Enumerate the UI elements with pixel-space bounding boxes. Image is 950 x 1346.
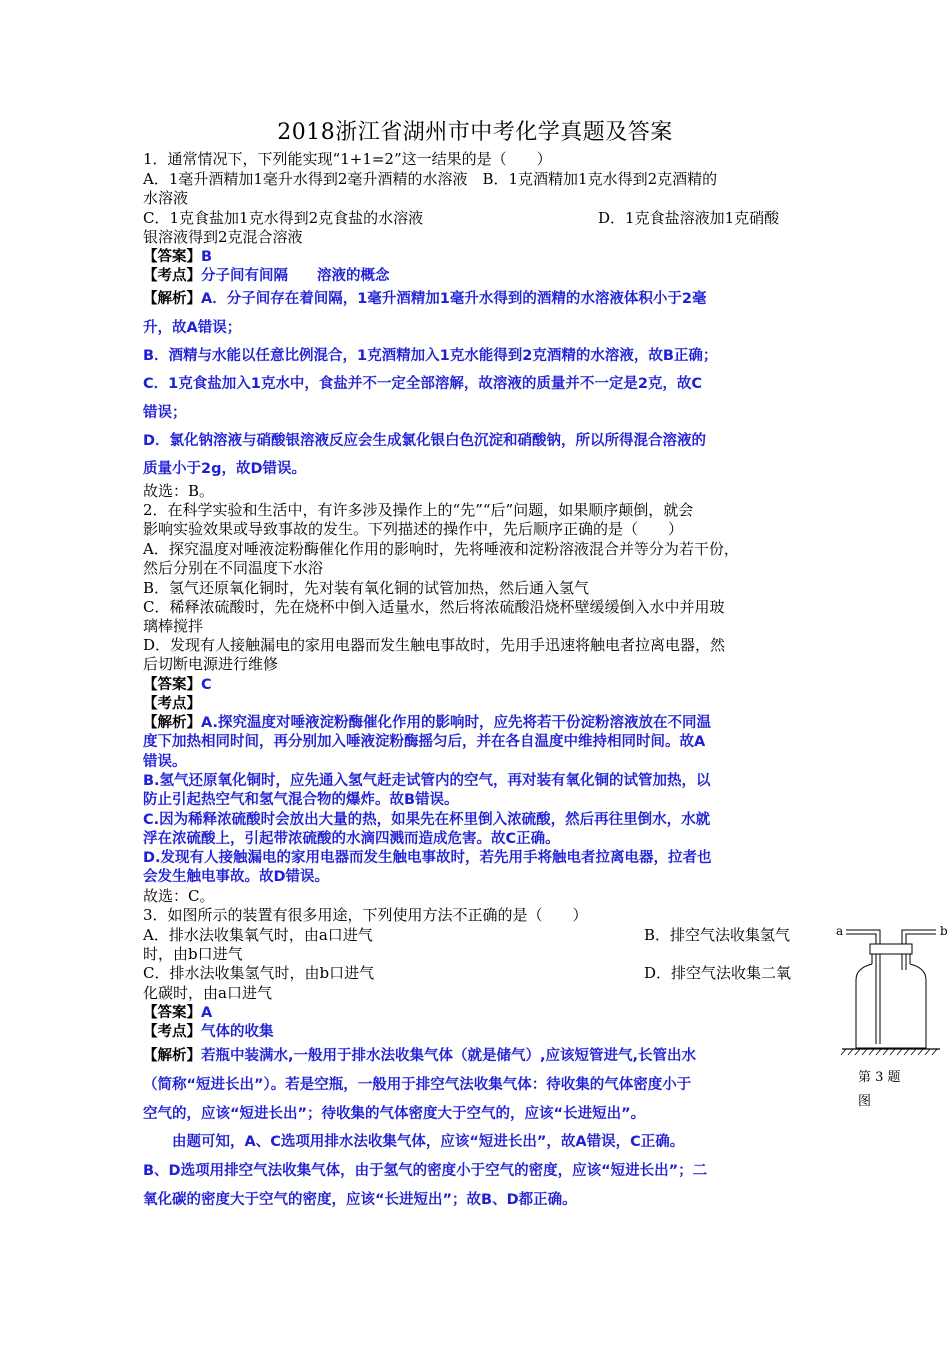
analysis-text: C.因为稀释浓硫酸时会放出大量的热，如果先在杯里倒入浓硫酸，然后再往里倒水，水就 xyxy=(143,812,711,828)
q3-option-b: B．排空气法收集氢气 xyxy=(644,926,791,944)
answer-tag: 【答案】 xyxy=(143,1005,201,1021)
analysis-text: B.氢气还原氧化铜时，应先通入氢气赶走试管内的空气，再对装有氧化铜的试管加热，以 xyxy=(143,773,711,789)
q2-answer xyxy=(143,675,212,695)
q3-analysis-4 xyxy=(143,1132,684,1152)
label-b: b xyxy=(940,924,948,938)
gas-bottle-figure xyxy=(832,918,950,1066)
q1-option-d: D．1克食盐溶液加1克硝酸 xyxy=(598,209,780,227)
q3-option-c: C．排水法收集氢气时，由b口进气 xyxy=(143,964,375,982)
q1-stem: 1．通常情况下，下列能实现“1+1=2”这一结果的是（ ） xyxy=(143,150,552,168)
q2-option-c-2: 璃棒搅拌 xyxy=(143,617,204,635)
analysis-text: D．氯化钠溶液与硝酸银溶液反应会生成氯化银白色沉淀和硝酸钠，所以所得混合溶液的 xyxy=(143,433,707,449)
q2-analysis-7 xyxy=(143,829,560,849)
q2-analysis-3 xyxy=(143,752,187,772)
q2-stem-1: 2．在科学实验和生活中，有许多涉及操作上的“先”“后”问题，如果顺序颠倒，就会 xyxy=(143,501,694,519)
q1-choice: 故选：B。 xyxy=(143,482,215,500)
analysis-text: 错误。 xyxy=(143,754,187,770)
answer-tag: 【答案】 xyxy=(143,249,201,265)
analysis-tag: 【解析】 xyxy=(143,715,201,731)
analysis-tag: 【解析】 xyxy=(143,1048,201,1064)
q1-kaodian xyxy=(143,266,390,286)
q2-choice: 故选：C。 xyxy=(143,887,215,905)
q2-option-b: B．氢气还原氧化铜时，先对装有氧化铜的试管加热，然后通入氢气 xyxy=(143,579,590,597)
analysis-text: 防止引起热空气和氢气混合物的爆炸。故B错误。 xyxy=(143,792,459,808)
kaodian-tag: 【考点】 xyxy=(143,268,201,284)
analysis-text: B．酒精与水能以任意比例混合，1克酒精加入1克水能得到2克酒精的水溶液，故B正确； xyxy=(143,348,718,364)
q1-analysis-4 xyxy=(143,374,702,394)
q3-option-d-cont: 化碳时，由a口进气 xyxy=(143,984,272,1002)
answer-value: B xyxy=(201,249,213,265)
kaodian-text: 分子间有间隔 溶液的概念 xyxy=(201,268,390,284)
q2-option-a-2: 然后分别在不同温度下水浴 xyxy=(143,559,324,577)
analysis-text: A.探究温度对唾液淀粉酶催化作用的影响时，应先将若干份淀粉溶液放在不同温 xyxy=(201,715,711,731)
q1-analysis-2 xyxy=(143,318,241,338)
kaodian-text: 气体的收集 xyxy=(201,1024,274,1040)
analysis-text: 由题可知，A、C选项用排水法收集气体，应该“短进长出”，故A错误，C正确。 xyxy=(143,1134,685,1150)
q2-stem-2: 影响实验效果或导致事故的发生。下列描述的操作中，先后顺序正确的是（ ） xyxy=(143,520,684,538)
answer-tag: 【答案】 xyxy=(143,677,201,693)
q3-option-b-cont: 时，由b口进气 xyxy=(143,945,243,963)
q1-option-a-b: A．1毫升酒精加1毫升水得到2毫升酒精的水溶液 B．1克酒精加1克水得到2克酒精的 xyxy=(143,170,718,188)
q1-analysis-3 xyxy=(143,346,717,366)
analysis-text: 质量小于2g，故D错误。 xyxy=(143,461,307,477)
analysis-text: 若瓶中装满水,一般用于排水法收集气体（就是储气）,应该短管进气,长管出水 xyxy=(201,1048,697,1064)
q3-analysis-1 xyxy=(143,1046,696,1066)
q3-stem: 3．如图所示的装置有很多用途，下列使用方法不正确的是（ ） xyxy=(143,906,588,924)
q2-analysis-4 xyxy=(143,771,711,791)
q1-analysis-5 xyxy=(143,403,187,423)
q2-analysis-2 xyxy=(143,732,705,752)
q2-option-a-1: A．探究温度对唾液淀粉酶催化作用的影响时，先将唾液和淀粉溶液混合并等分为若干份， xyxy=(143,540,739,558)
q1-analysis-7 xyxy=(143,459,306,479)
q3-kaodian xyxy=(143,1022,274,1042)
q3-option-d: D．排空气法收集二氧 xyxy=(644,964,792,982)
answer-value: A xyxy=(201,1005,213,1021)
q1-analysis-1 xyxy=(143,289,707,309)
figure-caption-2: 图 xyxy=(858,1094,872,1109)
q1-answer xyxy=(143,247,212,267)
q2-option-d-2: 后切断电源进行维修 xyxy=(143,655,279,673)
analysis-text: 错误； xyxy=(143,405,187,421)
q3-answer xyxy=(143,1003,212,1023)
analysis-text: 度下加热相同时间，再分别加入唾液淀粉酶摇匀后，并在各自温度中维持相同时间。故A xyxy=(143,734,706,750)
analysis-text: 会发生触电事故。故D错误。 xyxy=(143,869,330,885)
q3-option-a: A．排水法收集氧气时，由a口进气 xyxy=(143,926,373,944)
kaodian-tag: 【考点】 xyxy=(143,696,201,712)
analysis-text: 升，故A错误； xyxy=(143,320,242,336)
q1-option-d-cont: 银溶液得到2克混合溶液 xyxy=(143,228,303,246)
q2-analysis-6 xyxy=(143,810,710,830)
q2-kaodian xyxy=(143,694,201,714)
q2-analysis-5 xyxy=(143,790,459,810)
page-title: 2018浙江省湖州市中考化学真题及答案 xyxy=(277,120,673,145)
analysis-text: （简称“短进长出”）。若是空瓶，一般用于排空气法收集气体：待收集的气体密度小于 xyxy=(143,1077,692,1093)
q1-analysis-6 xyxy=(143,431,706,451)
q2-option-d-1: D．发现有人接触漏电的家用电器而发生触电事故时，先用手迅速将触电者拉离电器，然 xyxy=(143,636,726,654)
q2-analysis-9 xyxy=(143,867,329,887)
kaodian-tag: 【考点】 xyxy=(143,1024,201,1040)
analysis-text: C．1克食盐加入1克水中，食盐并不一定全部溶解，故溶液的质量并不一定是2克，故C xyxy=(143,376,703,392)
analysis-tag: 【解析】 xyxy=(143,291,201,307)
analysis-text: D.发现有人接触漏电的家用电器而发生触电事故时，若先用手将触电者拉离电器，拉者也 xyxy=(143,850,712,866)
analysis-text: 空气的，应该“短进长出”；待收集的气体密度大于空气的，应该“长进短出”。 xyxy=(143,1106,646,1122)
q3-analysis-6 xyxy=(143,1190,577,1210)
answer-value: C xyxy=(201,677,212,693)
q1-option-c: C．1克食盐加1克水得到2克食盐的水溶液 xyxy=(143,209,424,227)
analysis-text: B、D选项用排空气法收集气体，由于氢气的密度小于空气的密度，应该“短进长出”；二 xyxy=(143,1163,708,1179)
q2-option-c-1: C．稀释浓硫酸时，先在烧杯中倒入适量水，然后将浓硫酸沿烧杯壁缓缓倒入水中并用玻 xyxy=(143,598,725,616)
analysis-text: 浮在浓硫酸上，引起带浓硫酸的水滴四溅而造成危害。故C正确。 xyxy=(143,831,560,847)
q3-analysis-5 xyxy=(143,1161,707,1181)
q3-analysis-2 xyxy=(143,1075,691,1095)
label-a: a xyxy=(836,924,844,938)
q3-analysis-3 xyxy=(143,1104,645,1124)
analysis-text: 氧化碳的密度大于空气的密度，应该“长进短出”；故B、D都正确。 xyxy=(143,1192,577,1208)
q2-analysis-8 xyxy=(143,848,712,868)
q1-option-b-cont: 水溶液 xyxy=(143,189,189,207)
figure-caption-1: 第 3 题 xyxy=(858,1070,901,1085)
analysis-text: A．分子间存在着间隔，1毫升酒精加1毫升水得到的酒精的水溶液体积小于2毫 xyxy=(201,291,707,307)
q2-analysis-1 xyxy=(143,713,711,733)
